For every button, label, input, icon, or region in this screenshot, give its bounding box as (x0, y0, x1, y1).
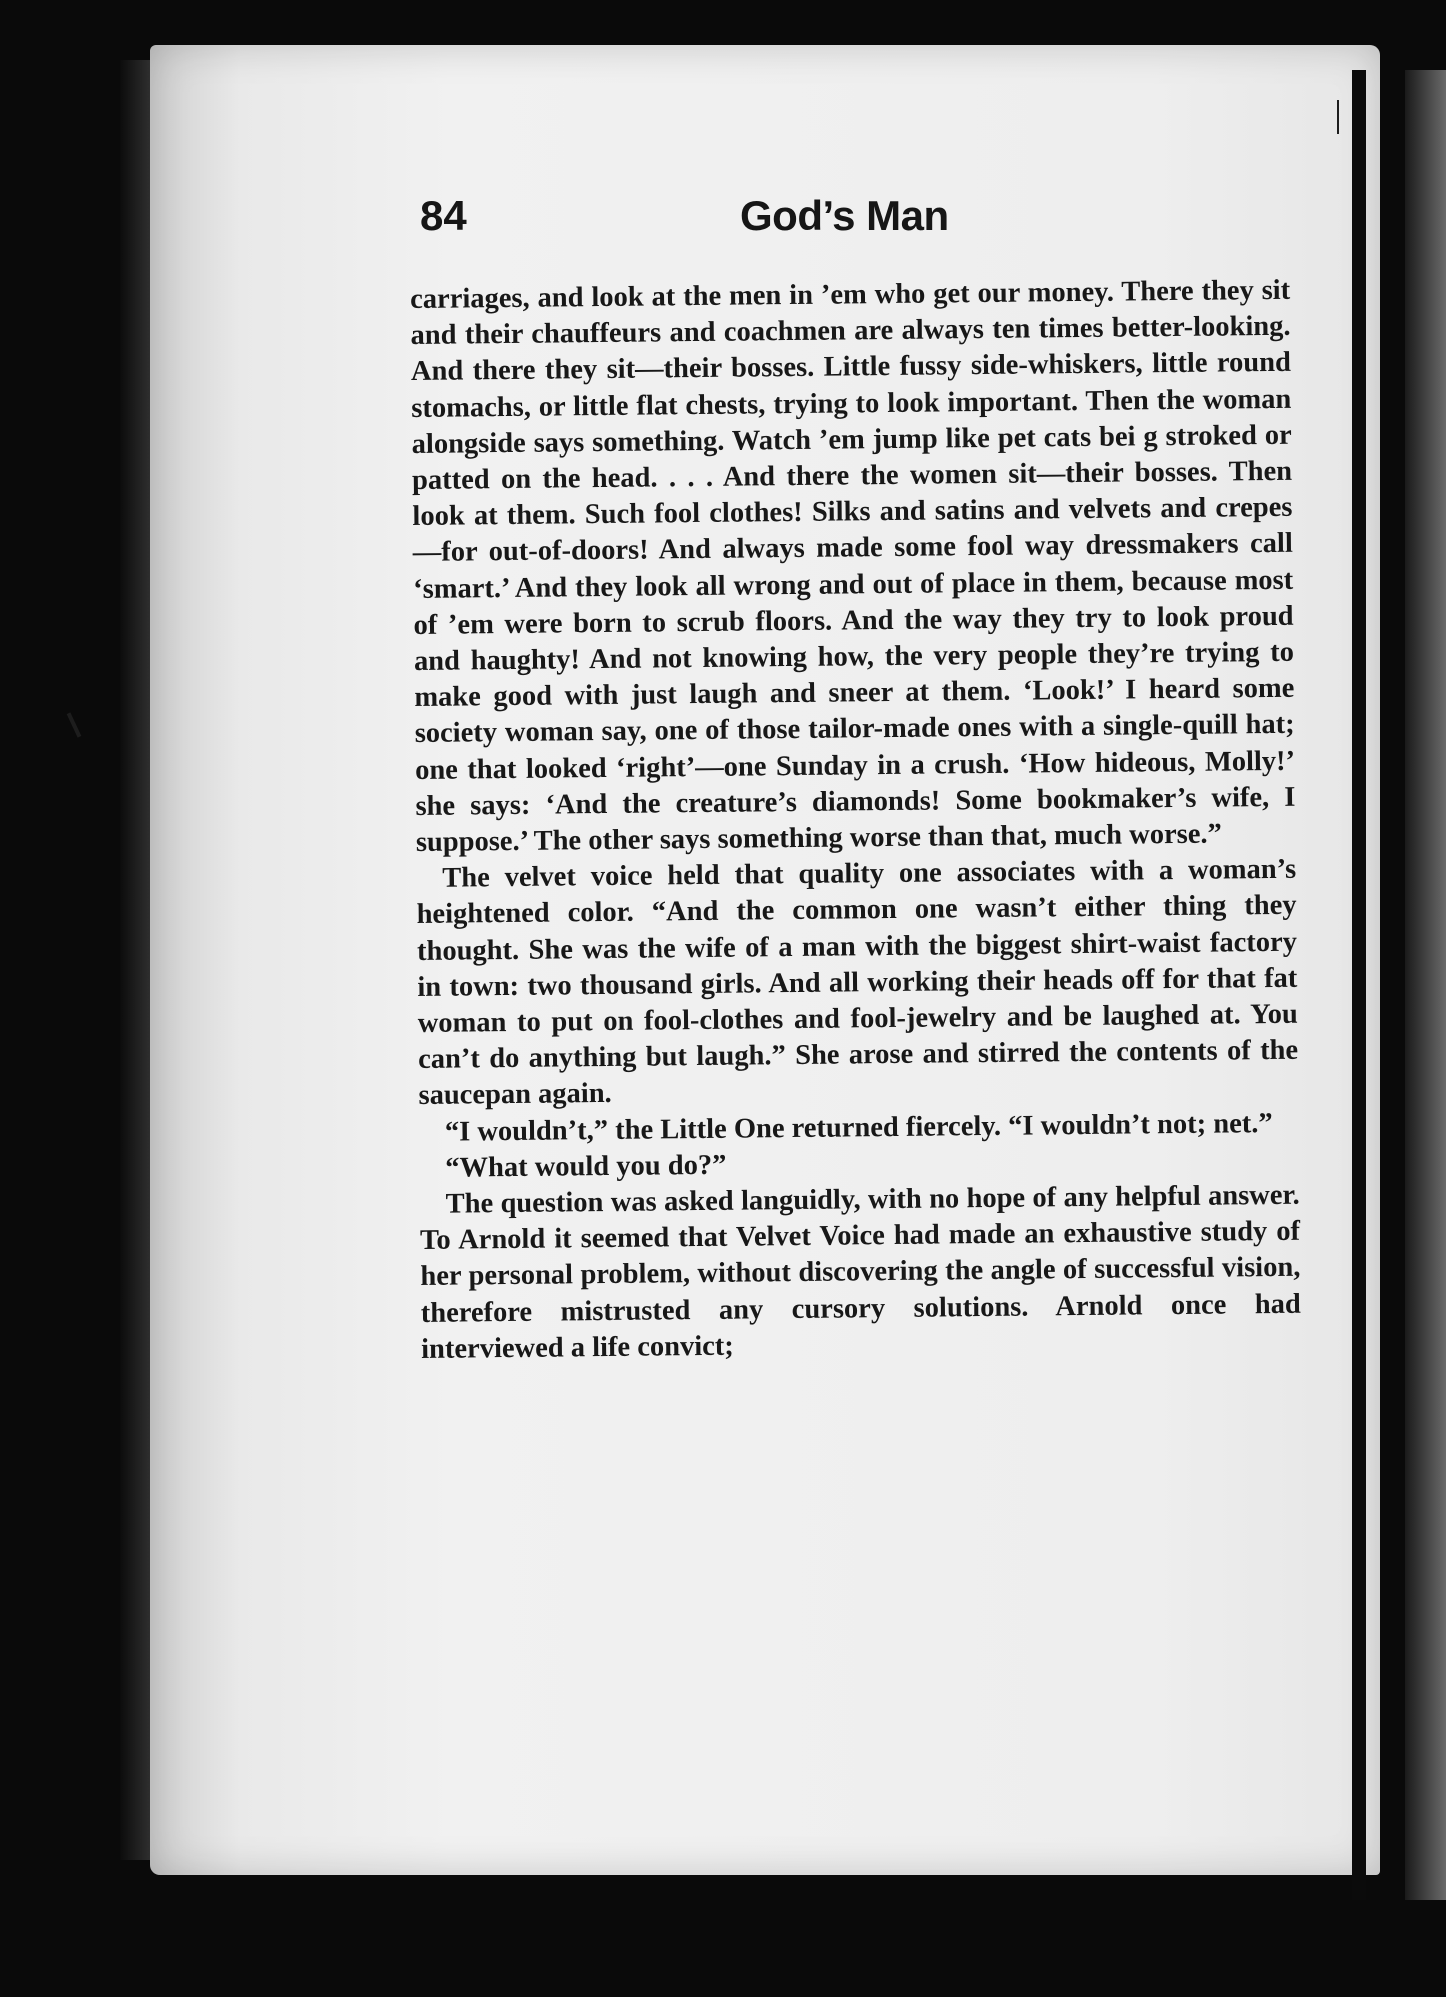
body-text (410, 273, 1301, 1368)
paragraph: carriages, and look at the men in ’em who get our money. There they sit and their chauffeurs and coachmen are always ten times better-looking. And there they sit—their bosses. Little fussy side-whiskers, little round stomachs, or little flat chests, trying to look important. Then the woman alongside says something. Watch ’em jump like pet cats bei g stroked or patted on the head. . . . And there the women sit—their bosses. Then look at them. Such fool clothes! Silks and satins and velvets and crepes—for out-of-doors! And always made some fool way dressmakers call ‘smart.’ And they look all wrong and out of place in them, because most of ’em were born to scrub floors. And the way they try to look proud and haughty! And not knowing how, the very people they’re trying to make good with just laugh and sneer at them. ‘Look!’ I heard some society woman say, one of those tailor-made ones with a single-quill hat; one that looked ‘right’—one Sunday in a crush. ‘How hideous, Molly!’ she says: ‘And the creature’s diamonds! Some bookmaker’s wife, I suppose.’ The other says something worse than that, much worse.” (410, 274, 1296, 859)
paragraph: The question was asked languidly, with no hope of any helpful answer. To Arnold it seemed that Velvet Voice had made an exhaustive study of her personal problem, without discovering the angle of successful vision, therefore mistrusted any cursory solutions. Arnold once had interviewed a life convict; (419, 1179, 1301, 1365)
facing-page-edge (1405, 70, 1446, 1900)
page-edge-gutter (1352, 70, 1366, 1900)
scan-speck (1337, 100, 1339, 134)
running-title: God’s Man (740, 192, 949, 239)
page-header (420, 192, 980, 252)
paragraph: “I wouldn’t,” the Little One returned fiercely. “I wouldn’t not; net.” (444, 1107, 1273, 1148)
paragraph: “What would you do?” (445, 1149, 727, 1184)
page-number: 84 (420, 192, 467, 239)
paragraph: The velvet voice held that quality one associates with a woman’s heightened color. “And the common one wasn’t either thing they thought. She was the wife of a man with the biggest shirt-waist factory in town: two thousand girls. And all working their heads off for that fat woman to put on fool-clothes and fool-jewelry and be laughed at. You can’t do anything but laugh.” She arose and stirred the contents of the saucepan again. (416, 854, 1299, 1112)
